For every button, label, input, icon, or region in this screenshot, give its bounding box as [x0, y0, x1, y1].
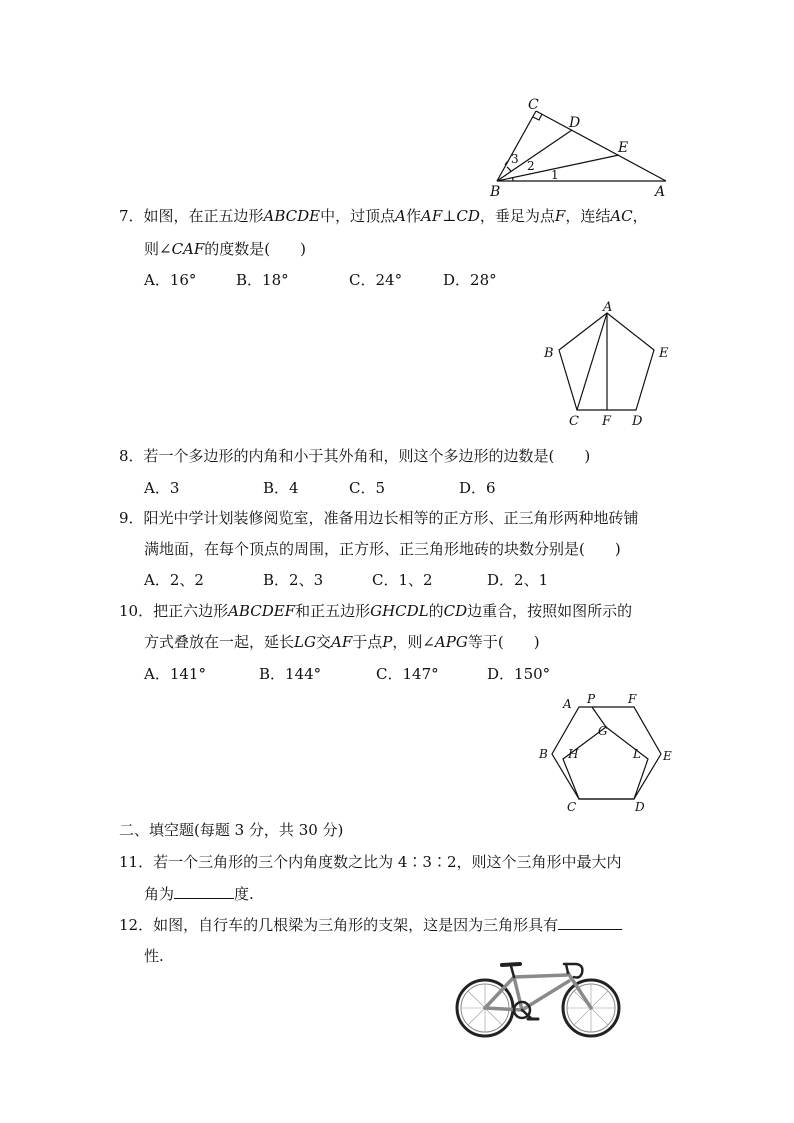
- q11-text: 度.: [234, 885, 254, 903]
- stem: [566, 964, 568, 973]
- q7-angle: CAF: [171, 240, 205, 258]
- label-e: E: [663, 749, 672, 763]
- label-c: C: [569, 414, 579, 429]
- q8-option-b: B．4: [263, 479, 299, 497]
- question-12-line-2: 性.: [144, 947, 164, 965]
- q11-text: 角为: [144, 885, 175, 903]
- q8-option-c: C．5: [349, 479, 386, 497]
- label-l: L: [633, 747, 641, 761]
- q7-point: A: [395, 207, 406, 225]
- angle-label-2: 2: [527, 159, 535, 173]
- q10-segment: LG: [294, 633, 316, 651]
- q10-option-d: D．150°: [487, 665, 551, 683]
- q9-option-d: D．2、1: [487, 571, 549, 589]
- label-d: D: [632, 414, 643, 429]
- label-b: B: [490, 184, 501, 200]
- pentagon-figure: [535, 298, 685, 433]
- q7-text: 则∠: [144, 240, 172, 258]
- label-d: D: [569, 115, 581, 131]
- segment-ac: [577, 313, 607, 410]
- angle-label-3: 3: [511, 152, 519, 166]
- q9-option-c: C．1、2: [372, 571, 433, 589]
- label-b: B: [544, 346, 554, 361]
- q7-text: 中，过顶点: [320, 207, 396, 225]
- q10-text: 交: [315, 633, 331, 651]
- question-9-line-1: 9．阳光中学计划装修阅览室，准备用边长相等的正方形、正三角形两种地砖铺: [119, 509, 639, 527]
- label-a: A: [655, 184, 666, 200]
- q7-text: ，连结: [565, 207, 611, 225]
- label-f: F: [628, 692, 637, 706]
- q7-segment: AC: [610, 207, 633, 225]
- q7-text: ，: [632, 207, 648, 225]
- label-e: E: [659, 346, 669, 361]
- q10-text: 10．把正六边形: [119, 602, 229, 620]
- q10-hexagon: ABCDEF: [228, 602, 296, 620]
- question-11-line-2: [144, 884, 254, 904]
- question-8: 8．若一个多边形的内角和小于其外角和，则这个多边形的边数是( ): [119, 447, 591, 465]
- q12-text: 12．如图，自行车的几根梁为三角形的支架，这是因为三角形具有: [119, 916, 559, 934]
- angle-label-1: 1: [551, 168, 559, 182]
- label-a: A: [603, 300, 613, 315]
- q10-point: P: [382, 633, 393, 651]
- q10-text: 的: [428, 602, 444, 620]
- label-a: A: [563, 697, 572, 711]
- q7-text: ，垂足为点: [479, 207, 555, 225]
- seat-post: [511, 966, 514, 977]
- q10-text: 等于( ): [467, 633, 540, 651]
- label-c: C: [567, 800, 577, 813]
- label-c: C: [528, 97, 539, 113]
- q7-point: F: [554, 207, 566, 225]
- q8-option-d: D．6: [459, 479, 496, 497]
- hexagon-pentagon-figure: [530, 688, 690, 813]
- q7-polygon: ABCDE: [263, 207, 321, 225]
- q7-text: 的度数是( ): [204, 240, 307, 258]
- q9-option-a: A．2、2: [144, 571, 204, 589]
- q10-segment: CD: [443, 602, 468, 620]
- q10-segment: AF: [330, 633, 353, 651]
- label-g: G: [598, 724, 608, 738]
- q8-option-a: A．3: [144, 479, 180, 497]
- q10-pentagon: GHCDL: [370, 602, 429, 620]
- triangle-figure: [480, 95, 680, 200]
- q10-angle: APG: [434, 633, 468, 651]
- q9-option-b: B．2、3: [263, 571, 324, 589]
- question-7-line-2: [144, 239, 306, 259]
- answer-blank[interactable]: [174, 884, 234, 899]
- bicycle-illustration: [452, 955, 632, 1045]
- label-d: D: [635, 800, 645, 813]
- question-9-line-2: 满地面，在每个顶点的周围，正方形、正三角形地砖的块数分别是( ): [144, 540, 621, 558]
- q7-text: 7．如图，在正五边形: [119, 207, 264, 225]
- q10-text: 方式叠放在一起，延长: [144, 633, 295, 651]
- label-b: B: [539, 747, 548, 761]
- q10-text: 和正五边形: [295, 602, 371, 620]
- q10-text: 于点: [352, 633, 383, 651]
- q10-option-c: C．147°: [376, 665, 439, 683]
- question-10-line-1: [119, 601, 632, 621]
- angle-arc-2: [507, 167, 511, 172]
- q7-text: 作: [406, 207, 422, 225]
- label-e: E: [618, 140, 629, 156]
- q7-option-a: A．16°: [144, 271, 197, 289]
- q10-text: ，则∠: [392, 633, 435, 651]
- question-11-line-1: 11．若一个三角形的三个内角度数之比为 4∶3∶2，则这个三角形中最大内: [119, 853, 622, 871]
- question-7-line-1: [119, 206, 648, 226]
- saddle: [502, 964, 520, 965]
- q10-text: 边重合，按照如图所示的: [467, 602, 633, 620]
- q7-option-c: C．24°: [349, 271, 403, 289]
- question-10-line-2: [144, 632, 540, 652]
- section-2-title: 二、填空题(每题 3 分，共 30 分): [119, 821, 344, 839]
- answer-blank[interactable]: [558, 915, 622, 930]
- label-h: H: [568, 747, 579, 761]
- q7-perp: AF⊥CD: [421, 207, 480, 225]
- q7-option-d: D．28°: [443, 271, 497, 289]
- label-f: F: [602, 414, 612, 429]
- q10-option-b: B．144°: [259, 665, 322, 683]
- q10-option-a: A．141°: [144, 665, 206, 683]
- question-12-line-1: [119, 915, 622, 935]
- label-p: P: [587, 692, 596, 706]
- q7-option-b: B．18°: [236, 271, 289, 289]
